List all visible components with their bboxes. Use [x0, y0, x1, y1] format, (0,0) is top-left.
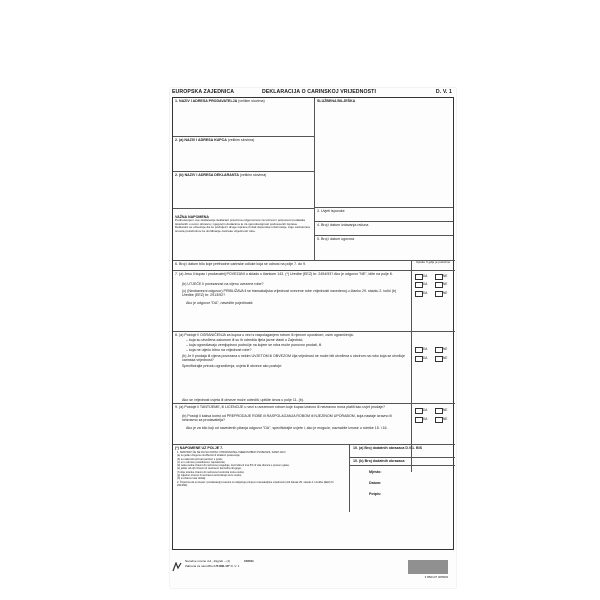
date-label: Datum:: [369, 481, 382, 485]
field-7c-no-checkbox[interactable]: [435, 291, 443, 297]
form-footer: [172, 552, 454, 586]
field-8a-text: 8. (a) Postoje li OGRANIČENJA za kupca u vezi s raspolaganjem robom ili njenom uporabom, osim ograničenja:: [175, 333, 354, 337]
form-title: DEKLARACIJA O CARINSKOJ VRIJEDNOSTI: [262, 89, 376, 95]
field-7c-yes-checkbox[interactable]: [415, 291, 423, 297]
field-8a-item-3: – koja ne utječu bitno na vrijednost robe?: [186, 348, 252, 352]
form-code: D. V. 1: [435, 89, 452, 95]
field-8a-yes-checkbox[interactable]: [415, 347, 423, 353]
important-title: VAŽNA NAPOMENA: [175, 215, 209, 219]
field-8b-yes-checkbox[interactable]: [415, 356, 423, 362]
field-10b-label: 10. (b) Broj dodatnih obrazaca: [353, 459, 405, 463]
notes-title: (*) NAPOMENE UZ POLJE 7.: [175, 446, 224, 450]
important-text: Podnošenjem ove deklaracije deklarant preuzima odgovornost za točnost i potpunost podataka iskazanih u ovom obrascu i njegovim dodacima te za vjerodostojnost podnesenih isprava. Deklarant se obvezuje da će podnijeti i druge isprave ili dati dopunske informacije, koje carinarnica smatra potrebnima za utvrđivanje carinske vrijednosti robe.: [175, 218, 310, 234]
field-9b-yes-checkbox[interactable]: [415, 417, 423, 423]
barcode-text: 3 850137 005609: [424, 575, 448, 579]
barcode-icon: [408, 560, 448, 574]
field-2b-label: 2. (b) NAZIV I ADRESA DEKLARANTA (velikim slovima): [175, 173, 267, 177]
publisher-logo-icon: [172, 562, 182, 572]
field-5-label: 5. Broj i datum ugovora: [317, 237, 355, 241]
field-1-label: 1. NAZIV I ADRESA PRODAVATELJA (velikim slovima): [175, 99, 265, 103]
form-header: [172, 89, 454, 97]
field-8b-no-checkbox[interactable]: [435, 356, 443, 362]
field-7a-no-checkbox[interactable]: [435, 274, 443, 280]
order-label: Zabrana za narudžbu UT-830-13* D. V. 1: [185, 564, 240, 568]
field-9a-yes-checkbox[interactable]: [415, 408, 423, 414]
form-number: 106011: [244, 559, 254, 563]
mark-x-note: Upisite X gdje je potrebno: [415, 260, 451, 264]
field-8a-item-1: – koja su utvrđena zakonom ili su ih odredila tijela javne vlasti u Zajednici,: [186, 338, 304, 342]
field-9a-no-checkbox[interactable]: [435, 408, 443, 414]
field-3-label: 3. Uvjeti isporuke: [317, 209, 345, 213]
field-7a-text: 7. (a) Jesu li kupac i prodavatelj POVEZANI u skladu s člankom 143. (*) Uredbe (EEZ) br. 2454/93? Ako je odgovor "NE", idite na polje 8.: [175, 272, 393, 276]
field-8b-text: (b) Je li prodaja ili cijena povezana s nekim UVJETOM ili OBVEZOM čija vrijednost ne može biti utvrđena s obzirom na robu koja se utvrđuje carinska vrijednost?: [182, 354, 406, 363]
publisher-text: Narodne novine d.d., Zagreb – (1): [185, 559, 231, 563]
notes-text: 1. SMATRAT ĆE SE DA SU KUPAC I PRODAVATELJ MEĐUSOBNO POVEZANI, SAMO AKO: (a) su jedan drugome službenici ili direktori poslovanja; (b) su zakonski priznati partneri u poslu; (c) su u odnosu poslodavca i zaposlenika; (d) neka osoba izravno ili neizravno posjeduje, kontrolira ili ima 5% ili više dionica s pravom glasa; (e) jedan od njih izravno ili neizravno kontrolira drugoga; (f) obje stranke izravno ili neizravno kontrolira treća osoba; (g) zajedno izravno ili neizravno kontroliraju treću osobu; (h) su članovi iste obitelji. 2. Činjenica da su kupac i prodavatelj povezani ne isključuje primjenu transakcijske vrijednosti (vidi članak 29. stavak 2. Uredbe (EEZ) br. 2913/92).: [177, 451, 335, 487]
field-6-label: 6. Broj i datum bilo koje prethodne carinske odluke koja se odnosi na polje 7. do 9.: [175, 262, 307, 266]
document-sheet: [170, 88, 456, 588]
field-8b-note: Specificirajte prirodu ograničenja, uvjeta ili obveze ako postoje:: [182, 364, 283, 368]
field-10a-label: 10. (a) Broj dodatnih obrazaca D.V.1. BIS: [353, 446, 422, 450]
field-7a-yes-checkbox[interactable]: [415, 274, 423, 280]
field-9b-text: (b) Postoji li kakva korist od PREPRODAJE ROBE ili RASPOLAGANJA ROBOM ili NJEZINOM UPORABOM, koja nastaje izravno ili neizravno za prodavatelja?: [182, 414, 392, 423]
official-note-label: SLUŽBENA BILJEŠKA: [317, 99, 356, 103]
field-9a-text: 9. (a) Postoje li TANTIJEME, ili LICENCIJE u vezi s uvezenom robom koje kupac izravno ili neizravno mora platiti kao uvjet prodaje?: [175, 405, 385, 409]
field-8a-no-checkbox[interactable]: [435, 347, 443, 353]
signature-label: Potpis:: [369, 492, 382, 496]
field-4-label: 4. Broj i datum izdavanja računa: [317, 223, 369, 227]
field-7c-text: (c) (Neobavezni odgovor) PRIBLIŽAVA li se transakcijska vrijednost uvezene robe vrijednosti navedenoj u članku 29. stavku 2. točki (b) Uredbe (EEZ) br. 2913/92?: [182, 289, 397, 298]
field-8-note-2: Ako se vrijednost uvjeta ili obveze može odrediti, upišite iznos u polje 11. (b).: [182, 398, 304, 402]
form-frame: 1. NAZIV I ADRESA PRODAVATELJA (velikim slovima) SLUŽBENA BILJEŠKA 2. (a) NAZIV I ADRESA KUPCA (velikim slovima) 2. (b) NAZIV I ADRESA DEKLARANTA (velikim slovima) VAŽNA NAPOMENA Podnošenjem ove deklaracije deklarant preuzima odgovornost za točnost i potpunost podataka iskazanih u ovom obrascu i njegovim dodacima te za vjerodostojnost podnesenih isprava. Deklarant se obvezuje da će podnijeti i druge isprave ili dati dopunske informacije, koje carinarnica smatra potrebnima za utvrđivanje carinske vrijednosti robe. 3. Uvjeti isporuke 4. Broj i datum izdavanja računa 5. Broj i datum ugovora 6. Broj i datum bilo koje prethodne carinske odluke koja se odnosi na polje 7. do 9. Upisite X gdje je potrebno 7. (a) Jesu li kupac i prodavatelj POVEZANI u skladu s člankom 143. (*) Uredbe (EEZ) br. 2454/93? Ako je odgovor "NE", idite na polje 8. (b) UTJEČE li povezanost na cijenu uvezene robe? (c) (Neobavezni odgovor) PRIBLIŽAVA li se transakcijska vrijednost uvezene robe vrijednosti navedenoj u članku 29. stavku 2. točki (b) Uredbe (EEZ) br. 2913/92? Ako je odgovor "DA", navedite pojedinosti: DA NE DA NE DA NE 8. (a) Postoje li OGRANIČENJA za kupca u vezi s raspolaganjem robom ili njenom uporabom, osim ograničenja: – koja su utvrđena zakonom ili su ih odredila tijela javne vlasti u Zajednici, – koja ograničavaju zemljopisno područje na kojem se roba može ponovno prodati, ili – koja ne utječu bitno na vrijednost robe? (b) Je li prodaja ili cijena povezana s nekim UVJETOM ili OBVEZOM čija vrijednost ne može biti utvrđena s obzirom na robu koja se utvrđuje carinska vrijednost? Specificirajte prirodu ograničenja, uvjeta ili obveze ako postoje: Ako se vrijednost uvjeta ili obveze može odrediti, upišite iznos u polje 11. (b). DA NE DA NE 9. (a) Postoje li TANTIJEME, ili LICENCIJE u vezi s uvezenom robom koje kupac izravno ili neizravno mora platiti kao uvjet prodaje? (b) Postoji li kakva korist od PREPRODAJE ROBE ili RASPOLAGANJA ROBOM ili NJEZINOM UPORABOM, koja nastaje izravno ili neizravno za prodavatelja? Ako je za bilo koji od navedenih pitanja odgovor "DA", specificirajte uvjete i, ako je moguće, naznačite iznose u rubrike 15. i 16. DA NE DA NE (*) NAPOMENE UZ POLJE 7. 1. SMATRAT ĆE SE DA SU KUPAC I PRODAVATELJ MEĐUSOBNO POVEZANI, SAMO AKO: (a) su jedan drugome službenici ili direktori poslovanja; (b) su zakonski priznati partneri u poslu; (c) su u odnosu poslodavca i zaposlenika; (d) neka osoba izravno ili neizravno posjeduje, kontrolira ili ima 5% ili više dionica s pravom glasa; (e) jedan od njih izravno ili neizravno kontrolira drugoga; (f) obje stranke izravno ili neizravno kontrolira treća osoba; (g) zajedno izravno ili neizravno kontroliraju treću osobu; (h) su članovi iste obitelji. 2. Činjenica da su kupac i prodavatelj povezani ne isključuje primjenu transakcijske vrijednosti (vidi članak 29. stavak 2. Uredbe (EEZ) br. 2913/92). 10. (a) Broj dodatnih obrazaca D.V.1. BIS 10. (b) Broj dodatnih obrazaca Mjesto: Datum: Potpis:: [172, 97, 454, 550]
field-7b-yes-checkbox[interactable]: [415, 282, 423, 288]
field-7b-no-checkbox[interactable]: [435, 282, 443, 288]
field-2a-label: 2. (a) NAZIV I ADRESA KUPCA (velikim slovima): [175, 138, 255, 142]
field-8a-item-2: – koja ograničavaju zemljopisno područje na kojem se roba može ponovno prodati, ili: [186, 343, 322, 347]
field-7b-text: (b) UTJEČE li povezanost na cijenu uvezene robe?: [182, 282, 264, 286]
field-9b-note: Ako je za bilo koji od navedenih pitanja odgovor "DA", specificirajte uvjete i, ako je moguće, naznačite iznose u rubrike 15. i 16.: [186, 426, 388, 430]
union-label: EUROPSKA ZAJEDNICA: [172, 89, 235, 95]
field-9b-no-checkbox[interactable]: [435, 417, 443, 423]
place-label: Mjesto:: [369, 470, 382, 474]
field-7c-note: Ako je odgovor "DA", navedite pojedinosti:: [186, 301, 254, 305]
